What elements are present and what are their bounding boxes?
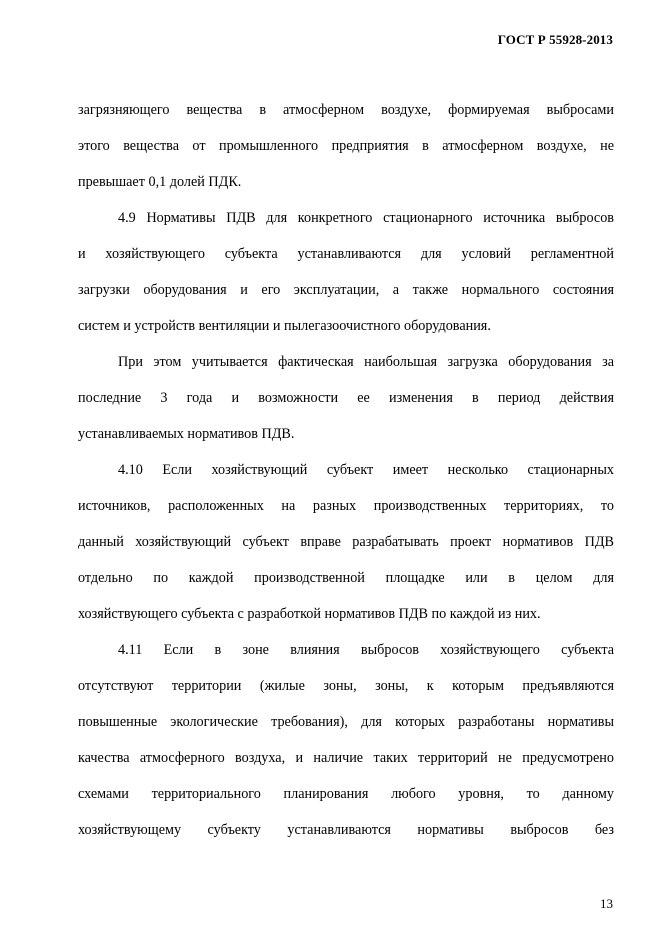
text-line: отдельно по каждой производственной площадке или в целом для xyxy=(78,570,614,586)
paragraph-first-line: При этом учитывается фактическая наибольшая загрузка оборудования за xyxy=(118,354,614,370)
text-line: систем и устройств вентиляции и пылегазоочистного оборудования. xyxy=(78,318,491,334)
body-text xyxy=(78,92,614,848)
text-line: данный хозяйствующий субъект вправе разрабатывать проект нормативов ПДВ xyxy=(78,534,614,550)
page-number: 13 xyxy=(600,896,613,911)
text-line: повышенные экологические требования), для которых разработаны нормативы xyxy=(78,714,614,730)
text-line: хозяйствующему субъекту устанавливаются нормативы выбросов без xyxy=(78,822,614,838)
text-line: схемами территориального планирования любого уровня, то данному xyxy=(78,786,614,802)
text-line: и хозяйствующего субъекта устанавливаются для условий регламентной xyxy=(78,246,614,262)
text-line: источников, расположенных на разных производственных территориях, то xyxy=(78,498,614,514)
text-line: устанавливаемых нормативов ПДВ. xyxy=(78,426,295,442)
document-id-header: ГОСТ Р 55928-2013 xyxy=(497,32,613,47)
clause-4-9-line: 4.9 Нормативы ПДВ для конкретного стационарного источника выбросов xyxy=(118,210,614,226)
text-line: загрузки оборудования и его эксплуатации, а также нормального состояния xyxy=(78,282,614,298)
text-line: превышает 0,1 долей ПДК. xyxy=(78,174,242,190)
text-line: загрязняющего вещества в атмосферном воздухе, формируемая выбросами xyxy=(78,102,614,118)
text-line: последние 3 года и возможности ее изменения в период действия xyxy=(78,390,614,406)
text-line: хозяйствующего субъекта с разработкой нормативов ПДВ по каждой из них. xyxy=(78,606,541,622)
text-line: этого вещества от промышленного предприятия в атмосферном воздухе, не xyxy=(78,138,614,154)
text-line: качества атмосферного воздуха, и наличие таких территорий не предусмотрено xyxy=(78,750,614,766)
clause-4-10-line: 4.10 Если хозяйствующий субъект имеет несколько стационарных xyxy=(118,462,614,478)
text-line: отсутствуют территории (жилые зоны, зоны, к которым предъявляются xyxy=(78,678,614,694)
clause-4-11-line: 4.11 Если в зоне влияния выбросов хозяйствующего субъекта xyxy=(118,642,614,658)
